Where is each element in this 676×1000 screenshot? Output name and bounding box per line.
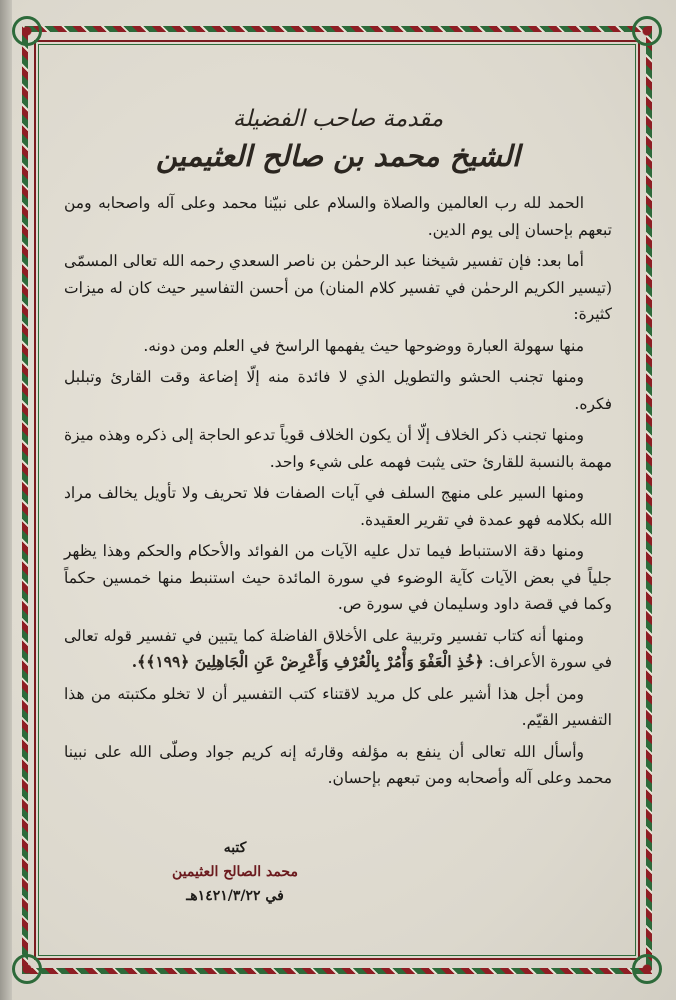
quran-verse: ﴿خُذِ الْعَفْوَ وَأْمُرْ بِالْعُرْفِ وَأَعْرِضْ عَنِ الْجَاهِلِينَ ﴿١٩٩﴾﴾. <box>131 652 484 671</box>
paragraph-feature-4: ومنها السير على منهج السلف في آيات الصفات فلا تحريف ولا تأويل يخالف مراد الله بكلامه فهو عمدة في تقرير العقيدة. <box>64 484 612 529</box>
paragraph-intro: أما بعد: فإن تفسير شيخنا عبد الرحمٰن بن ناصر السعدي رحمه الله تعالى المسمّى (تيسير الكريم الرحمٰن في تفسير كلام المنان) من أحسن التفاسير حيث كان له ميزات كثيرة: <box>64 252 612 323</box>
page-heading-author: الشيخ محمد بن صالح العثيمين <box>155 139 520 173</box>
book-edge <box>0 0 12 1000</box>
signature-block <box>150 836 320 908</box>
page-heading-title: مقدمة صاحب الفضيلة <box>232 106 444 132</box>
paragraph-feature-1: منها سهولة العبارة ووضوحها حيث يفهمها الراسخ في العلم ومن دونه. <box>143 336 584 355</box>
paragraph-feature-3: ومنها تجنب ذكر الخلاف إلّا أن يكون الخلاف قوياً تدعو الحاجة إلى ذكره وهذه ميزة مهمة بالنسبة للقارئ حتى يثبت فهمه على شيء واحد. <box>64 426 612 471</box>
paragraph-feature-6-text: ومنها أنه كتاب تفسير وتربية على الأخلاق الفاضلة كما يتبين في تفسير قوله تعالى في سورة الأعراف: <box>64 626 612 671</box>
page-content <box>64 104 612 884</box>
corner-ornament-icon <box>12 16 42 46</box>
paragraph-recommendation: ومن أجل هذا أشير على كل مريد لاقتناء كتب التفسير أن لا تخلو مكتبته من هذا التفسير القيّم. <box>64 684 612 729</box>
corner-ornament-icon <box>632 16 662 46</box>
signature-label: كتبه <box>223 840 247 856</box>
paragraph-feature-2: ومنها تجنب الحشو والتطويل الذي لا فائدة منه إلّا إضاعة وقت القارئ وتبلبل فكره. <box>64 368 612 413</box>
signature-date: في ١٤٢١/٣/٢٢هـ <box>186 888 284 904</box>
paragraph-feature-5: ومنها دقة الاستنباط فيما تدل عليه الآيات من الفوائد والأحكام والحكم وهذا يظهر جلياً في بعض الآيات كآية الوضوء في سورة المائدة حيث استنبط منها خمسين حكماً وكما في قصة داود وسليمان في سورة ص. <box>64 542 612 613</box>
signature-name: محمد الصالح العثيمين <box>172 864 298 880</box>
corner-ornament-icon <box>632 954 662 984</box>
paragraph-closing: وأسأل الله تعالى أن ينفع به مؤلفه وقارئه إنه كريم جواد وصلّى الله على نبينا محمد وعلى آله وأصحابه ومن تبعهم بإحسان. <box>64 742 612 787</box>
paragraph-feature-6 <box>64 623 612 676</box>
corner-ornament-icon <box>12 954 42 984</box>
paragraph-opening: الحمد لله رب العالمين والصلاة والسلام على نبيّنا محمد وعلى آله واصحابه ومن تبعهم بإحسان إلى يوم الدين. <box>64 194 612 239</box>
